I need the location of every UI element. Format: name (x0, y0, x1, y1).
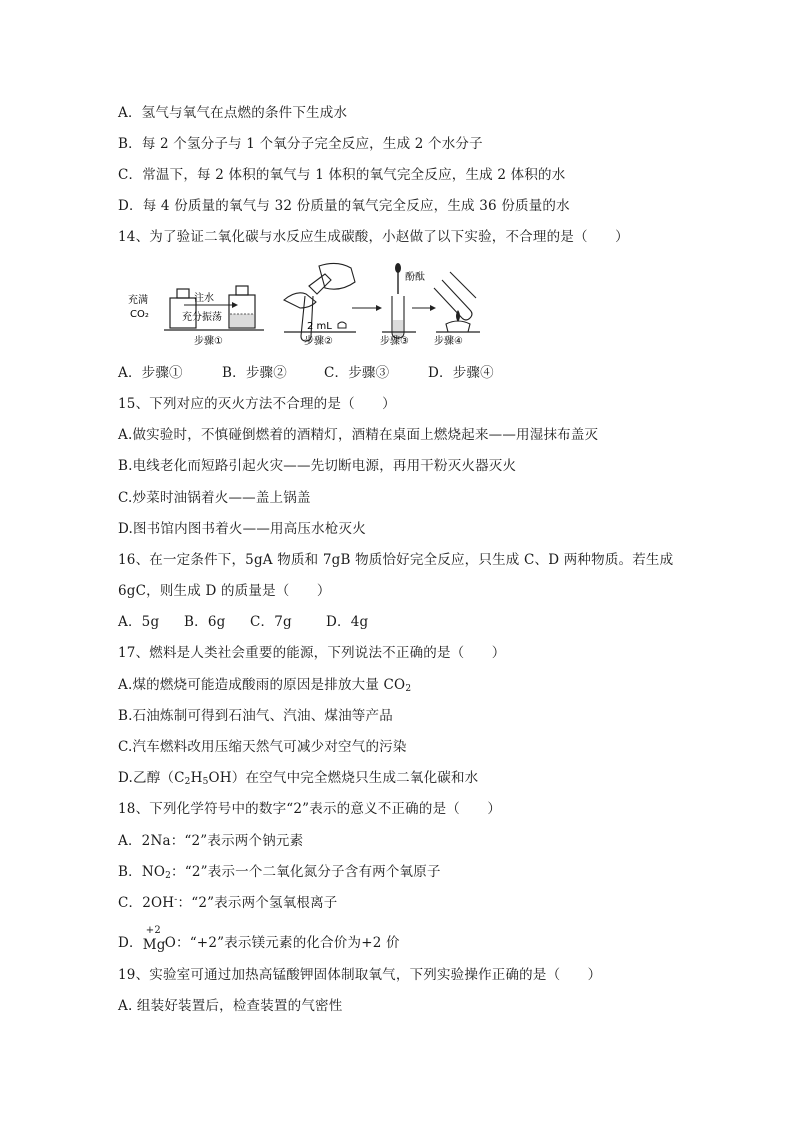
q13-option-a: A．氢气与氧气在点燃的条件下生成水 (118, 105, 348, 121)
q16-option-d: D．4g (326, 614, 369, 630)
q18-option-d-element: Mg (142, 937, 166, 953)
q14-experiment-diagram (124, 258, 484, 350)
q14-stem: 14、为了验证二氧化碳与水反应生成碳酸，小赵做了以下实验，不合理的是（ ） (118, 229, 629, 245)
q16-option-b: B．6g (184, 614, 226, 630)
q17-option-d-post: OH）在空气中完全燃烧只生成二氧化碳和水 (208, 770, 479, 786)
arrow-head-1 (232, 302, 238, 308)
test-tube-2-icon (301, 296, 313, 341)
q19-stem: 19、实验室可通过加热高锰酸钾固体制取氧气，下列实验操作正确的是（ ） (118, 967, 602, 983)
dropper-icon (395, 263, 401, 294)
q14-options (118, 364, 494, 382)
q18-option-c (118, 894, 338, 914)
q17-option-d-pre: D.乙醇（C (118, 770, 185, 786)
heating-tube-icon (434, 272, 476, 320)
q17-option-b: B.石油炼制可得到石油气、汽油、煤油等产品 (118, 708, 393, 724)
diagram-label-2ml: 2 mL (307, 321, 332, 332)
diagram-label-co2: CO₂ (130, 309, 149, 320)
q19-option-a: A. 组装好装置后，检查装置的气密性 (118, 998, 343, 1014)
q13-option-b: B．每 2 个氢分子与 1 个氧分子完全反应，生成 2 个水分子 (118, 136, 483, 152)
q18-option-b-subscript: 2 (165, 871, 172, 881)
q18-option-d (118, 925, 400, 953)
q18-option-c-pre: C．2OH (118, 895, 175, 911)
alcohol-lamp-icon (446, 310, 470, 332)
q16-options (118, 613, 368, 631)
step-3-label: 步骤③ (380, 336, 409, 347)
stopper-icon (338, 322, 346, 328)
diagram-label-full: 充满 (128, 295, 148, 306)
q18-option-a: A．2Na：“2”表示两个钠元素 (118, 833, 304, 849)
q14-option-a: A．步骤① (118, 365, 183, 381)
q15-option-b: B.电线老化而短路引起火灾——先切断电源，再用干粉灭火器灭火 (118, 458, 517, 474)
diagram-label-phenolphthalein: 酚酞 (405, 272, 425, 283)
q16-option-c: C．7g (250, 614, 292, 630)
q17-option-d-sub2: 5 (202, 777, 209, 787)
q18-option-d-pre: D． (118, 935, 143, 951)
q13-option-d: D．每 4 份质量的氧气与 32 份质量的氧气完全反应，生成 36 份质量的水 (118, 198, 570, 214)
q13-option-c: C．常温下，每 2 体积的氧气与 1 体积的氧气完全反应，生成 2 体积的水 (118, 167, 566, 183)
q18-option-d-valence (142, 925, 166, 953)
q14-option-c: C．步骤③ (324, 365, 390, 381)
step-1-label: 步骤① (194, 336, 223, 347)
q18-option-b-post: ：“2”表示一个二氧化氮分子含有两个氧原子 (171, 864, 441, 880)
arrow-head-3 (430, 305, 436, 311)
q16-stem-line2: 6gC，则生成 D 的质量是（ ） (118, 583, 331, 599)
q16-option-a: A．5g (118, 614, 160, 630)
q18-option-b-pre: B．NO (118, 864, 166, 880)
step-2-label: 步骤② (304, 336, 333, 347)
q15-option-a: A.做实验时，不慎碰倒燃着的酒精灯，酒精在桌面上燃烧起来——用湿抹布盖灭 (118, 427, 599, 443)
diagram-label-add-water: 注水 (194, 293, 214, 304)
q17-option-a-text: A.煤的燃烧可能造成酸雨的原因是排放大量 CO (118, 677, 406, 693)
arrow-head-2 (376, 305, 382, 311)
q18-stem: 18、下列化学符号中的数字“2”表示的意义不正确的是（ ） (118, 801, 502, 817)
q15-option-d: D.图书馆内图书着火——用高压水枪灭火 (118, 521, 366, 537)
q14-option-b: B．步骤② (222, 365, 287, 381)
q17-option-d-sub1: 2 (184, 777, 191, 787)
q15-stem: 15、下列对应的灭火方法不合理的是（ ） (118, 396, 396, 412)
q17-stem: 17、燃料是人类社会重要的能源，下列说法不正确的是（ ） (118, 645, 506, 661)
q17-option-a (118, 676, 411, 694)
q17-option-d-mid: H (190, 770, 203, 786)
step-4-label: 步骤④ (434, 336, 463, 347)
q15-option-c: C.炒菜时油锅着火——盖上锅盖 (118, 490, 311, 506)
q18-option-c-post: ：“2”表示两个氢氧根离子 (177, 895, 338, 911)
q18-option-b (118, 863, 441, 881)
q18-option-c-superscript: - (174, 895, 178, 905)
diagram-label-shake: 充分振荡 (182, 312, 222, 323)
q17-option-d (118, 769, 478, 787)
q14-option-d: D．步骤④ (428, 365, 494, 381)
pouring-hand-icon (284, 263, 355, 308)
q18-option-d-post: O：“+2”表示镁元素的化合价为+2 价 (164, 935, 400, 951)
q16-stem-line1: 16、在一定条件下，5gA 物质和 7gB 物质恰好完全反应，只生成 C、D 两种物质。若生成 (118, 552, 674, 568)
q17-option-c: C.汽车燃料改用压缩天然气可减少对空气的污染 (118, 739, 407, 755)
q18-option-d-charge: +2 (145, 925, 161, 936)
q17-option-a-subscript: 2 (405, 684, 412, 694)
